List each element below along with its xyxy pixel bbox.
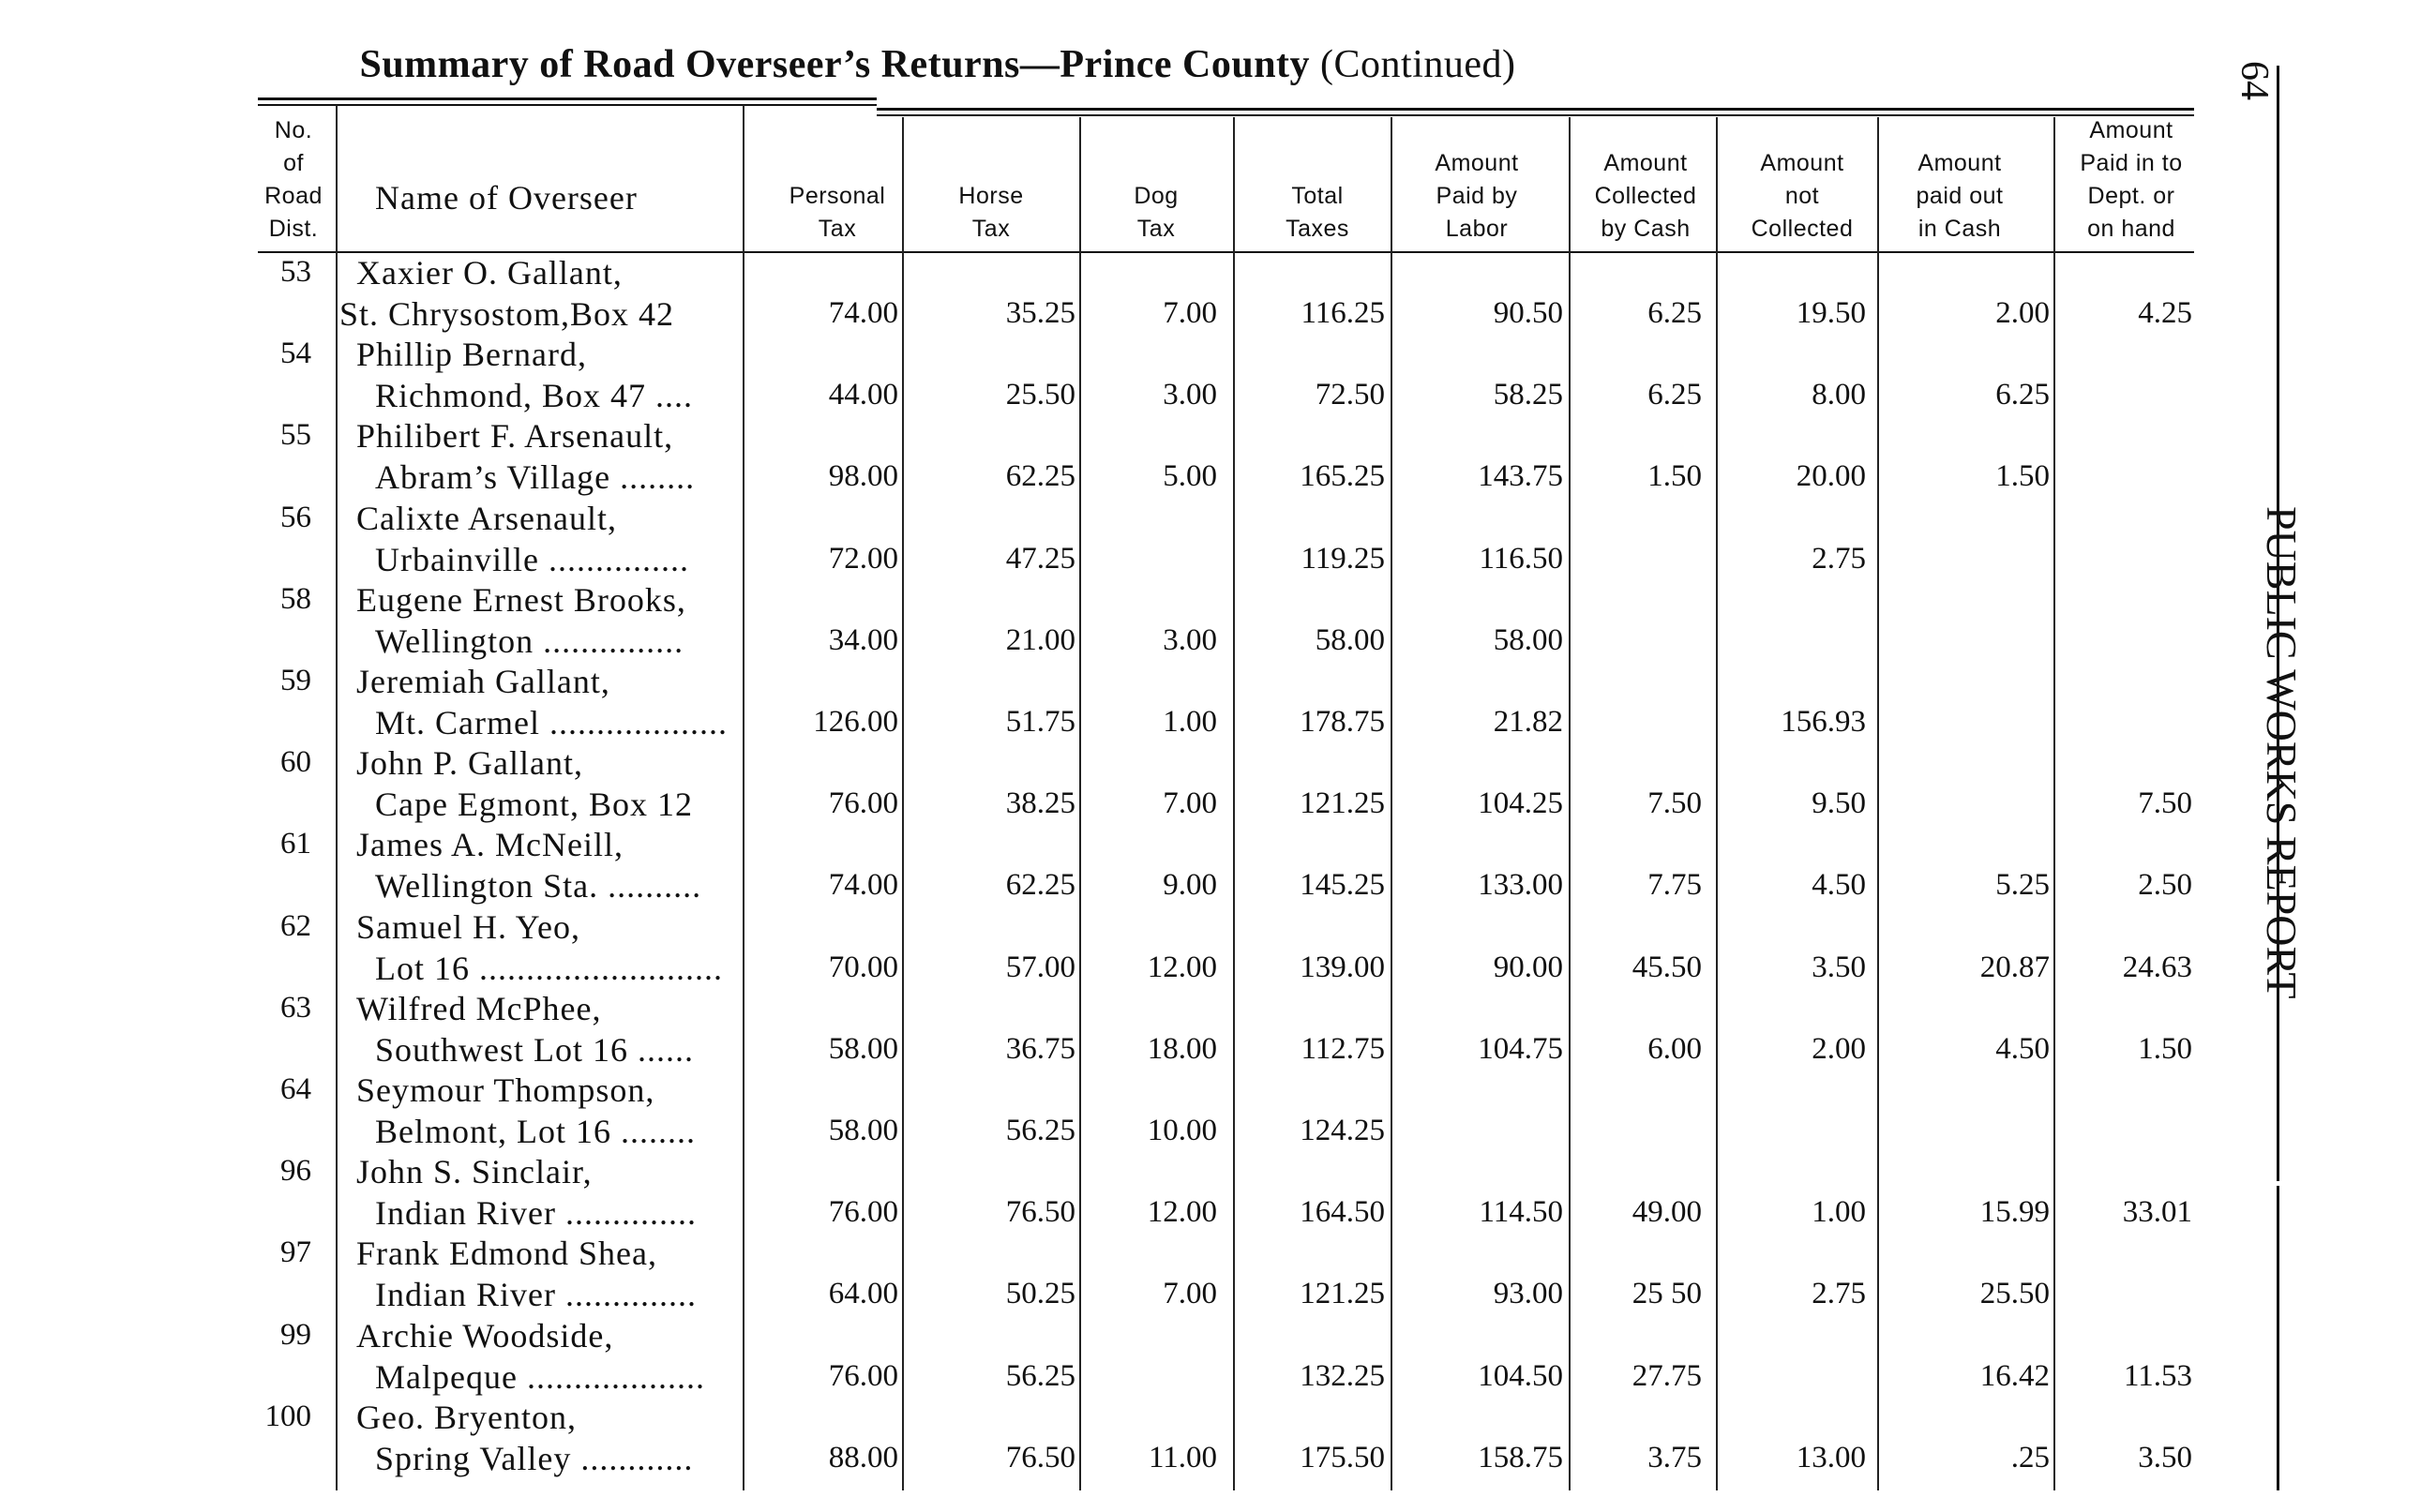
cell-total: 178.75: [1300, 705, 1385, 739]
overseer-name: Philibert F. Arsenault,: [356, 417, 674, 456]
col-header-paid-in: [2052, 114, 2211, 246]
cell-paid-in: 3.50: [2138, 1440, 2192, 1475]
cell-personal: 88.00: [828, 1440, 898, 1475]
col-header-line: Dist.: [268, 216, 319, 242]
cell-horse: 76.50: [1005, 1195, 1075, 1230]
road-dist-number: 96: [280, 1154, 311, 1189]
cell-dog: 5.00: [1163, 459, 1217, 494]
cell-collected: 7.75: [1647, 868, 1702, 903]
cell-personal: 76.00: [828, 1358, 898, 1393]
cell-paid-out: 1.50: [1995, 459, 2050, 494]
col-header-line: Paid in to: [2080, 150, 2183, 176]
overseer-name: Phillip Bernard,: [356, 336, 587, 374]
overseer-name: Archie Woodside,: [356, 1316, 614, 1355]
cell-personal: 76.00: [828, 1195, 898, 1230]
cell-horse: 21.00: [1005, 622, 1075, 657]
cell-labor: 158.75: [1478, 1440, 1563, 1475]
cell-dog: 3.00: [1163, 622, 1217, 657]
dist-name-divider: [336, 105, 338, 1490]
cell-not-collected: 3.50: [1812, 950, 1866, 984]
cell-labor: 114.50: [1479, 1195, 1563, 1230]
cell-total: 72.50: [1315, 378, 1385, 412]
overseer-name: Frank Edmond Shea,: [356, 1235, 657, 1273]
cell-total: 121.25: [1300, 1277, 1385, 1311]
cell-not-collected: 13.00: [1796, 1440, 1866, 1475]
col-header-line: by Cash: [1601, 216, 1691, 242]
cell-personal: 126.00: [813, 705, 898, 739]
cell-personal: 74.00: [828, 868, 898, 903]
road-dist-number: 58: [280, 581, 311, 616]
cell-labor: 116.50: [1479, 541, 1563, 576]
cell-collected: 6.00: [1647, 1031, 1702, 1066]
cell-horse: 47.25: [1005, 541, 1075, 576]
col-header-line: Dog: [1134, 183, 1179, 209]
cell-paid-out: 20.87: [1979, 950, 2050, 984]
cell-paid-out: 15.99: [1979, 1195, 2050, 1230]
col-header-line: Amount: [1435, 150, 1519, 176]
cell-total: 116.25: [1301, 296, 1385, 330]
cell-total: 58.00: [1315, 622, 1385, 657]
cell-paid-out: 25.50: [1979, 1277, 2050, 1311]
overseer-address: Urbainville ...............: [375, 540, 689, 578]
cell-not-collected: 8.00: [1812, 378, 1866, 412]
cell-total: 124.25: [1300, 1114, 1385, 1147]
cell-personal: 74.00: [828, 296, 898, 330]
road-dist-number: 54: [280, 337, 311, 371]
cell-not-collected: 4.50: [1812, 868, 1866, 903]
cell-horse: 56.25: [1005, 1114, 1075, 1147]
cell-horse: 56.25: [1005, 1358, 1075, 1393]
col-header-line: Collected: [1594, 183, 1697, 209]
cell-collected: 49.00: [1632, 1195, 1702, 1230]
overseer-name: Seymour Thompson,: [356, 1071, 655, 1109]
name-personal-divider: [743, 105, 744, 1490]
overseer-name: John P. Gallant,: [356, 744, 584, 783]
cell-dog: 11.00: [1148, 1440, 1217, 1475]
cell-labor: 143.75: [1478, 459, 1563, 494]
cell-personal: 44.00: [828, 378, 898, 412]
col-header-line: Road: [264, 183, 323, 209]
overseer-address: Lot 16 ..........................: [375, 949, 723, 987]
road-dist-number: 62: [280, 908, 311, 943]
col-header-line: Tax: [818, 216, 857, 242]
cell-personal: 70.00: [828, 950, 898, 984]
personal-horse-divider: [902, 117, 904, 1490]
overseer-address: Abram’s Village ........: [375, 458, 696, 497]
cell-dog: 12.00: [1147, 950, 1217, 984]
cell-paid-out: 16.42: [1979, 1358, 2050, 1393]
col-header-line: Amount: [1760, 150, 1844, 176]
overseer-address: Wellington Sta. ..........: [375, 867, 702, 906]
col-header-not-collected: [1722, 147, 1882, 246]
cell-paid-in: 11.53: [2123, 1358, 2192, 1393]
road-dist-number: 99: [280, 1317, 311, 1352]
col-header-line: Tax: [1136, 216, 1176, 242]
cell-paid-in: 24.63: [2122, 950, 2192, 984]
cell-labor: 90.00: [1493, 950, 1563, 984]
col-header-line: Taxes: [1286, 216, 1349, 242]
col-header-line: Personal: [789, 183, 886, 209]
overseer-address: Mt. Carmel ...................: [375, 704, 728, 741]
overseer-name: John S. Sinclair,: [356, 1153, 593, 1191]
col-header-total: [1238, 180, 1397, 246]
cell-paid-out: 6.25: [1995, 378, 2050, 412]
right-rule-bottom: [2277, 1186, 2279, 1490]
cell-paid-in: 4.25: [2138, 296, 2192, 330]
cell-dog: 7.00: [1163, 1277, 1217, 1311]
road-dist-number: 64: [280, 1072, 311, 1106]
overseer-name: Samuel H. Yeo,: [356, 907, 581, 946]
road-dist-number: 97: [280, 1235, 311, 1270]
cell-labor: 104.25: [1478, 786, 1563, 821]
overseer-name: Wilfred McPhee,: [356, 989, 602, 1027]
col-header-line: paid out: [1916, 183, 2004, 209]
col-header-line: Amount: [2089, 117, 2173, 143]
road-dist-number: 100: [264, 1399, 311, 1433]
cell-labor: 21.82: [1493, 705, 1563, 739]
total-labor-divider: [1391, 117, 1392, 1490]
cell-dog: 7.00: [1163, 296, 1217, 330]
cell-labor: 58.00: [1493, 622, 1563, 657]
cell-not-collected: 19.50: [1796, 296, 1866, 330]
cell-horse: 62.25: [1005, 459, 1075, 494]
col-header-line: Total: [1291, 183, 1344, 209]
cell-labor: 90.50: [1493, 296, 1563, 330]
cell-horse: 76.50: [1005, 1440, 1075, 1475]
overseer-name: Geo. Bryenton,: [356, 1398, 577, 1436]
cell-not-collected: 2.75: [1812, 541, 1866, 576]
overseer-name: Calixte Arsenault,: [356, 499, 617, 537]
top-rule-3: [877, 108, 2194, 111]
cell-collected: 6.25: [1647, 296, 1702, 330]
col-header-line: in Cash: [1917, 216, 2002, 242]
cell-collected: 27.75: [1632, 1358, 1702, 1393]
overseer-address: Cape Egmont, Box 12: [375, 786, 693, 824]
cell-total: 119.25: [1301, 541, 1385, 576]
col-header-line: Collected: [1751, 216, 1854, 242]
cell-paid-out: 5.25: [1995, 868, 2050, 903]
cell-dog: 10.00: [1147, 1114, 1217, 1147]
notcollected-paidout-divider: [1877, 117, 1879, 1490]
col-header-line: on hand: [2087, 216, 2175, 242]
cell-dog: 1.00: [1163, 705, 1217, 739]
overseer-address: Southwest Lot 16 ......: [375, 1030, 695, 1069]
cell-dog: 12.00: [1147, 1195, 1217, 1230]
road-dist-number: 55: [280, 418, 311, 453]
cell-horse: 62.25: [1005, 868, 1075, 903]
col-header-line: Amount: [1603, 150, 1688, 176]
cell-labor: 104.50: [1478, 1358, 1563, 1393]
cell-total: 175.50: [1300, 1440, 1385, 1475]
col-header-line: Amount: [1917, 150, 2002, 176]
top-rule-1: [258, 97, 877, 100]
cell-collected: 3.75: [1647, 1440, 1702, 1475]
road-dist-number: 53: [280, 255, 311, 289]
overseer-address: Indian River ..............: [375, 1276, 697, 1314]
cell-collected: 45.50: [1632, 950, 1702, 984]
col-header-paid-out: [1880, 147, 2039, 246]
col-header-personal: [758, 180, 917, 246]
cell-dog: 18.00: [1147, 1031, 1217, 1066]
cell-personal: 58.00: [828, 1114, 898, 1147]
cell-paid-out: 4.50: [1995, 1031, 2050, 1066]
col-header-line: not: [1784, 183, 1820, 209]
side-title: PUBLIC WORKS REPORT: [2258, 506, 2306, 999]
col-header-dist: [256, 114, 331, 246]
cell-total: 121.25: [1300, 786, 1385, 821]
col-header-labor: [1397, 147, 1556, 246]
overseer-address: Belmont, Lot 16 ........: [375, 1113, 696, 1150]
cell-labor: 58.25: [1493, 378, 1563, 412]
cell-not-collected: 2.75: [1812, 1277, 1866, 1311]
overseer-name: James A. McNeill,: [356, 826, 624, 864]
top-rule-2: [258, 104, 877, 106]
overseer-address: Wellington ...............: [375, 621, 684, 660]
cell-paid-out: .25: [2010, 1440, 2050, 1475]
page-number: 64: [2233, 61, 2276, 100]
cell-total: 132.25: [1300, 1358, 1385, 1393]
road-dist-number: 60: [280, 745, 311, 780]
cell-not-collected: 1.00: [1812, 1195, 1866, 1230]
top-rule-4: [877, 114, 2194, 116]
cell-total: 145.25: [1300, 868, 1385, 903]
cell-not-collected: 2.00: [1812, 1031, 1866, 1066]
cell-personal: 98.00: [828, 459, 898, 494]
cell-paid-in: 7.50: [2138, 786, 2192, 821]
col-header-line: Dept. or: [2087, 183, 2175, 209]
page-title: [0, 42, 1875, 87]
col-header-line: Labor: [1445, 216, 1509, 242]
cell-horse: 25.50: [1005, 378, 1075, 412]
cell-dog: 3.00: [1163, 378, 1217, 412]
cell-total: 164.50: [1300, 1195, 1385, 1230]
cell-horse: 51.75: [1005, 705, 1075, 739]
cell-horse: 36.75: [1005, 1031, 1075, 1066]
cell-personal: 58.00: [828, 1031, 898, 1066]
col-header-line: No.: [274, 117, 313, 143]
cell-total: 165.25: [1300, 459, 1385, 494]
cell-paid-out: 2.00: [1995, 296, 2050, 330]
overseer-name: Xaxier O. Gallant,: [356, 254, 623, 292]
cell-collected: 7.50: [1647, 786, 1702, 821]
overseer-address: St. Chrysostom,Box 42: [339, 295, 675, 333]
cell-not-collected: 20.00: [1796, 459, 1866, 494]
cell-personal: 72.00: [828, 541, 898, 576]
cell-collected: 25 50: [1632, 1277, 1702, 1311]
cell-total: 112.75: [1301, 1031, 1385, 1066]
cell-collected: 6.25: [1647, 378, 1702, 412]
cell-horse: 57.00: [1005, 950, 1075, 984]
cell-labor: 104.75: [1478, 1031, 1563, 1066]
title-suffix: (Continued): [1320, 43, 1516, 86]
cell-personal: 64.00: [828, 1277, 898, 1311]
overseer-address: Malpeque ...................: [375, 1357, 705, 1396]
cell-collected: 1.50: [1647, 459, 1702, 494]
col-header-line: of: [283, 150, 304, 176]
cell-paid-in: 2.50: [2138, 868, 2192, 903]
cell-paid-in: 33.01: [2122, 1195, 2192, 1230]
overseer-name: Eugene Ernest Brooks,: [356, 580, 686, 619]
cell-horse: 38.25: [1005, 786, 1075, 821]
overseer-address: Indian River ..............: [375, 1194, 697, 1233]
road-dist-number: 61: [280, 827, 311, 861]
overseer-address: Spring Valley ............: [375, 1439, 694, 1477]
col-header-line: Paid by: [1436, 183, 1518, 209]
cell-horse: 50.25: [1005, 1277, 1075, 1311]
cell-personal: 76.00: [828, 786, 898, 821]
cell-not-collected: 156.93: [1781, 705, 1866, 739]
col-header-line: Tax: [971, 216, 1011, 242]
title-main: Summary of Road Overseer’s Returns—Prince County: [359, 43, 1311, 86]
cell-personal: 34.00: [828, 622, 898, 657]
col-header-horse: [911, 180, 1071, 246]
cell-total: 139.00: [1300, 950, 1385, 984]
road-dist-number: 63: [280, 990, 311, 1025]
cell-not-collected: 9.50: [1812, 786, 1866, 821]
road-dist-number: 59: [280, 664, 311, 697]
col-header-collected: [1566, 147, 1725, 246]
col-header-name: Name of Overseer: [375, 179, 638, 217]
col-header-line: Horse: [958, 183, 1024, 209]
cell-paid-in: 1.50: [2138, 1031, 2192, 1066]
cell-labor: 93.00: [1493, 1277, 1563, 1311]
overseer-name: Jeremiah Gallant,: [356, 663, 610, 700]
road-dist-number: 56: [280, 500, 311, 534]
overseer-address: Richmond, Box 47 ....: [375, 377, 694, 415]
cell-horse: 35.25: [1005, 296, 1075, 330]
cell-labor: 133.00: [1478, 868, 1563, 903]
col-header-dog: [1076, 180, 1236, 246]
cell-dog: 7.00: [1163, 786, 1217, 821]
cell-dog: 9.00: [1163, 868, 1217, 903]
